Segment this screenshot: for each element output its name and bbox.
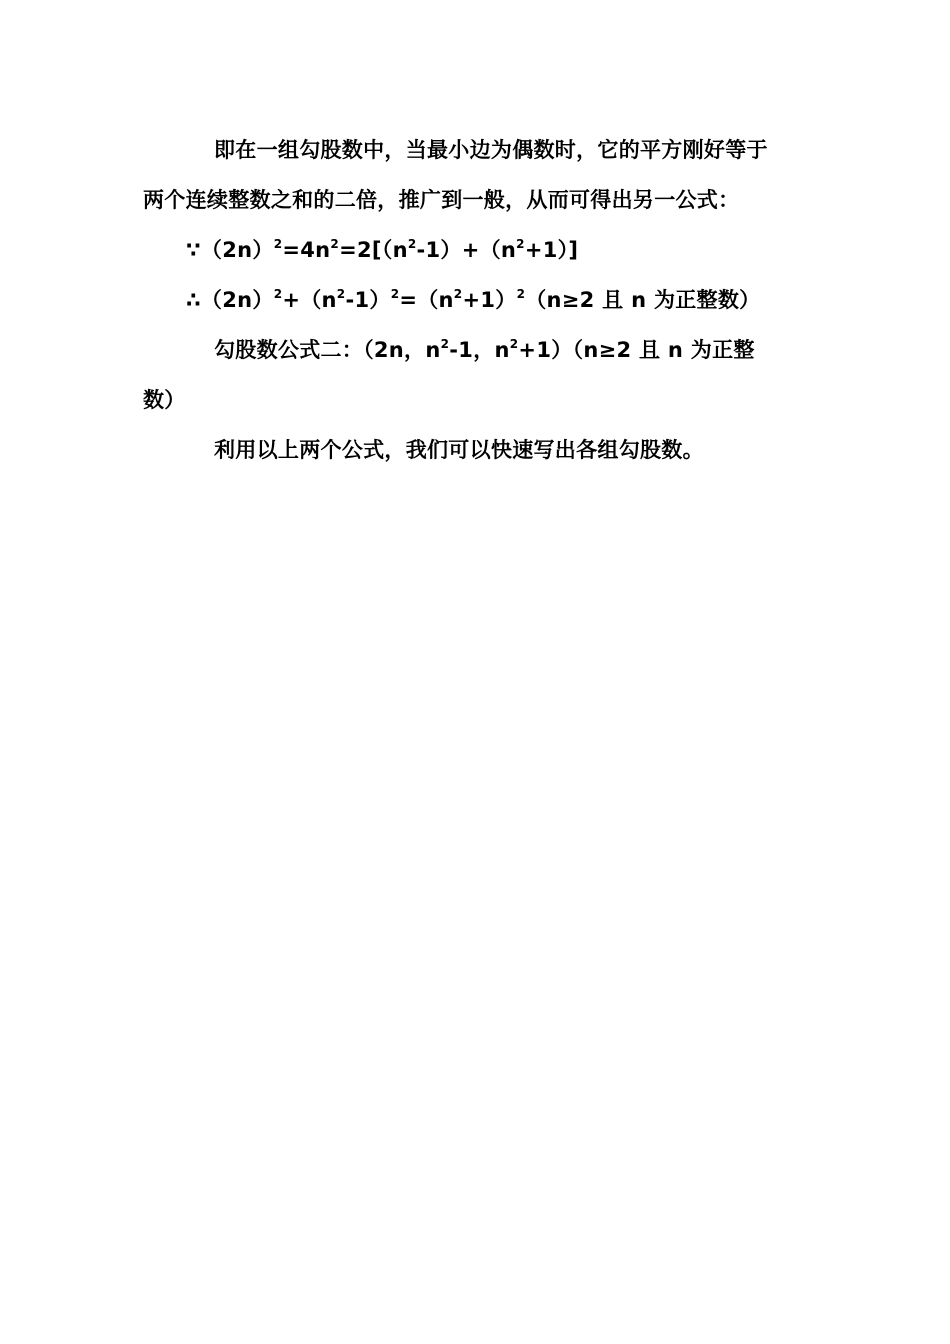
formula-therefore-sup-5: 2: [516, 287, 526, 301]
formula-because-part-d: -1）+（n: [416, 238, 517, 262]
formula-therefore-sup-2: 2: [336, 287, 346, 301]
formula-because-sup-4: 2: [516, 237, 525, 251]
pythagorean-formula-two-continued: 数）: [143, 388, 186, 412]
formula-because: [186, 237, 578, 263]
pythagorean-formula-two: [214, 337, 755, 363]
formula-two-sup-1: 2: [440, 337, 450, 351]
formula-therefore-part-c: -1）: [345, 288, 391, 312]
formula-because-part-a: ∵（2n）: [186, 238, 274, 262]
formula-because-part-e: +1）]: [524, 238, 579, 262]
formula-therefore: [186, 287, 760, 313]
formula-because-part-c: =2[（n: [339, 238, 408, 262]
formula-because-sup-2: 2: [330, 237, 340, 251]
formula-therefore-part-e: +1）: [462, 288, 517, 312]
formula-two-part-a: 勾股数公式二：（2n，n: [214, 338, 441, 362]
formula-therefore-sup-1: 2: [273, 287, 283, 301]
formula-therefore-part-a: ∴（2n）: [186, 288, 274, 312]
paragraph-1-line-1: 即在一组勾股数中，当最小边为偶数时，它的平方刚好等于: [214, 138, 768, 162]
formula-therefore-part-b: +（n: [282, 288, 337, 312]
paragraph-1-line-2: 两个连续整数之和的二倍，推广到一般，从而可得出另一公式：: [143, 188, 740, 212]
formula-therefore-part-f: （n≥2 且 n 为正整数）: [525, 288, 761, 312]
formula-because-sup-1: 2: [273, 237, 283, 251]
formula-therefore-part-d: =（n: [399, 288, 454, 312]
formula-because-sup-3: 2: [407, 237, 417, 251]
formula-two-sup-2: 2: [509, 337, 519, 351]
formula-therefore-sup-4: 2: [453, 287, 463, 301]
formula-two-part-c: +1）（n≥2 且 n 为正整: [518, 338, 755, 362]
paragraph-2-line-1: 利用以上两个公式，我们可以快速写出各组勾股数。: [214, 438, 704, 462]
formula-two-part-b: -1，n: [449, 338, 510, 362]
formula-therefore-sup-3: 2: [390, 287, 400, 301]
formula-because-part-b: =4n: [282, 238, 331, 262]
